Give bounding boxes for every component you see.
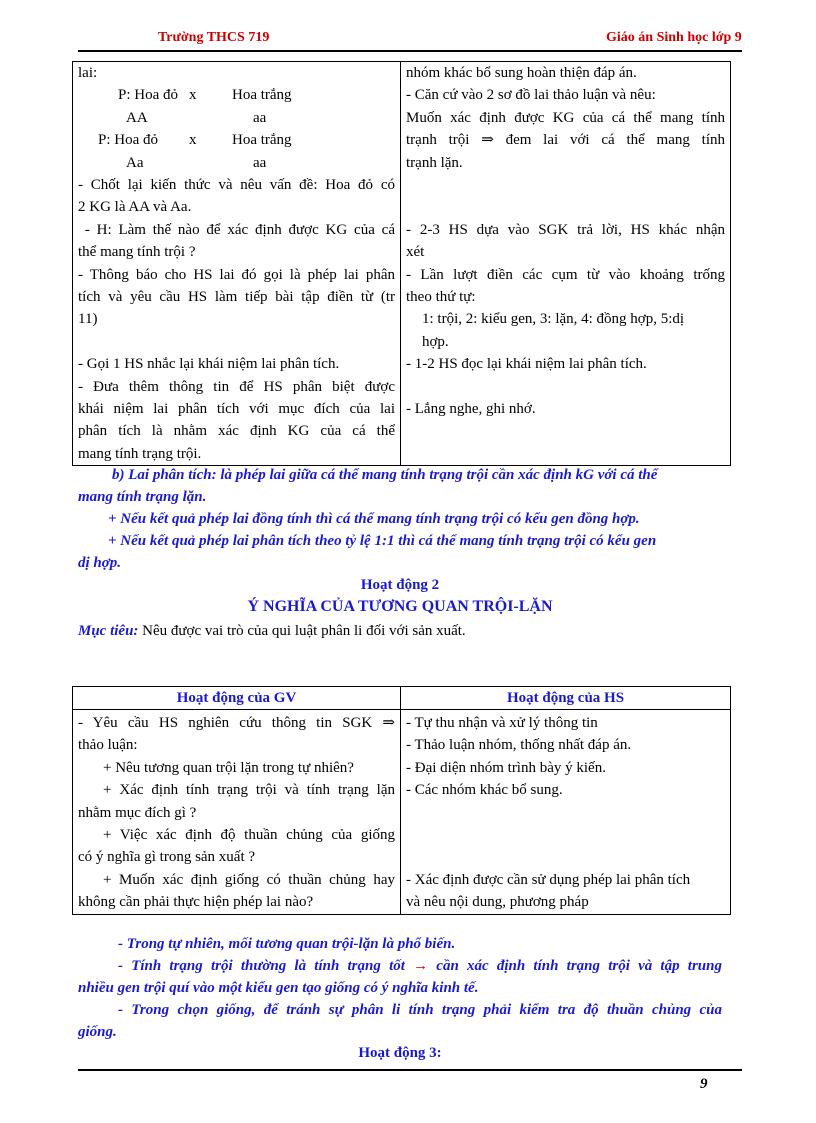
table1-gv-line: mang tính trạng trội. [78,445,202,462]
page-number: 9 [700,1076,708,1092]
activity2-subtitle: Ý NGHĨA CỦA TƯƠNG QUAN TRỘI-LẶN [247,598,553,615]
table2-gv-line: nhằm mục đích gì ? [78,804,197,821]
genotype-row: AA aa [126,109,267,126]
gv-column [73,62,401,466]
header-rule [78,50,742,52]
table2-hs-line: - Tự thu nhận và xử lý thông tin [406,715,598,731]
table1-hs-line: trạnh trội ⇒ đem lai với cá thể mang tính [406,132,725,149]
lai-phan-tich-definition: b) Lai phân tích: là phép lai giữa cá thể mang tính trạng trội cần xác định kG với cá thể mang tính trạng lặn. + Nếu kết quả phép lai đồng tính thì cá thể mang tính trạng trội có kểu gen đồng hợp. + Nếu kết quả phép lai phân tích theo tỷ lệ 1:1 thì cá thể mang tính trạng trội có kểu gen dị hợp. [78,467,658,571]
table1-hs-line: hợp. [422,333,449,350]
table1-hs-line: - Lắng nghe, ghi nhớ. [406,401,536,418]
table1-gv-line: 2 KG là AA và Aa. [78,199,192,216]
gv-column [73,710,401,915]
school-name: Trường THCS 719 [158,30,270,45]
table1-hs-line: xét [406,244,425,261]
table1-hs-line: 1: trội, 2: kiểu gen, 3: lặn, 4: đồng hợp, 5:dị [422,311,685,328]
table2-gv-line: thảo luận: [78,737,138,754]
table1-gv-line: - Thông báo cho HS lai đó gọi là phép lai phân [78,266,395,283]
hs-column [401,62,731,466]
table1-gv-line: 11) [78,311,98,328]
table1-gv-line: thể mang tính trội ? [78,244,196,261]
activity3-title: Hoạt động 3: [358,1045,442,1061]
table1-hs-line: - Lần lượt điền các cụm từ vào khoảng trống [406,266,725,283]
table1-hs-line: - Căn cứ vào 2 sơ đồ lai thảo luận và nêu: [406,87,656,104]
cross-row: P: Hoa đỏ x Hoa trắng [98,132,292,149]
gv-header: Hoạt động của GV [73,687,401,710]
table2-hs-line: - Xác định được cần sử dụng phép lai phân tích [406,871,691,888]
table1-gv-line: - Đưa thêm thông tin để HS phân biệt được [78,378,395,395]
hs-header: Hoạt động của HS [401,687,731,710]
table1-gv-line: lai: [78,65,98,81]
activity2-objective [78,623,466,640]
conclusions: - Trong tự nhiên, mối tương quan trội-lặn là phổ biến. - Tính trạng trội thường là tính trạng tốt → cần xác định tính trạng trội và tập trung nhiều gen trội quí vào một kiểu gen tạo giống có ý nghĩa kinh tế. - Trong chọn giống, để tránh sự phân li tính trạng phải kiểm tra độ thuần chủng của giống. [78,936,722,1040]
table1-hs-line: - 1-2 HS đọc lại khái niệm lai phân tích. [406,356,647,373]
cross-row: P: Hoa đỏ x Hoa trắng [118,87,292,104]
objective-text: Nêu được vai trò của qui luật phân li đối với sản xuất. [138,623,466,639]
table1-gv-line: - Gọi 1 HS nhắc lại khái niệm lai phân tích. [78,356,340,373]
table1-hs-line: Muốn xác định được KG của cá thể mang tính [406,109,725,126]
table2-hs-line: và nêu nội dung, phương pháp [406,894,589,911]
arrow-icon: → [413,958,429,974]
table2-hs-line: - Thảo luận nhóm, thống nhất đáp án. [406,737,632,754]
table1-hs-line: - 2-3 HS dựa vào SGK trả lời, HS khác nhận [406,221,725,238]
footer-rule [78,1069,742,1071]
table1-gv-line: - H: Làm thế nào để xác định được KG của cá [78,221,395,238]
table2-gv-line: không cần phải thực hiện phép lai nào? [78,894,314,911]
hs-column [401,710,731,915]
table2-gv-line: + Việc xác định độ thuần chủng của giống [103,827,395,844]
table2-gv-line: - Yêu cầu HS nghiên cứu thông tin SGK ⇒ [78,715,395,731]
activity1-table [72,61,731,466]
table2-hs-line: - Các nhóm khác bổ sung. [406,782,563,799]
table1-gv-line: tích và yêu cầu HS làm tiếp bài tập điền từ (tr [78,289,395,305]
genotype-row: Aa aa [126,154,267,171]
table1-gv-line: khái niệm lai phân tích với mục đích của lai [78,401,395,418]
table2-gv-line: có ý nghĩa gì trong sản xuất ? [78,849,256,866]
table1-hs-line: trạnh lặn. [406,154,463,171]
activity2-title: Hoạt động 2 [360,577,440,593]
subject-title: Giáo án Sinh học lớp 9 [606,30,742,45]
objective-label: Mục tiêu: [78,623,139,639]
table1-gv-line: phân tích là nhằm xác định KG của cá thể [78,423,395,440]
activity2-table [72,686,731,915]
table1-gv-line: - Chốt lại kiến thức và nêu vấn đề: Hoa đỏ có [78,176,395,193]
table2-gv-line: + Nêu tương quan trội lặn trong tự nhiên? [103,759,354,776]
table2-hs-line: - Đại diện nhóm trình bày ý kiến. [406,759,606,776]
table1-hs-line: nhóm khác bổ sung hoàn thiện đáp án. [406,65,637,81]
table2-gv-line: + Muốn xác định giống có thuần chủng hay [103,871,395,888]
table1-hs-line: theo thứ tự: [406,289,476,306]
table2-gv-line: + Xác định tính trạng trội và tính trạng lặn [103,782,395,799]
